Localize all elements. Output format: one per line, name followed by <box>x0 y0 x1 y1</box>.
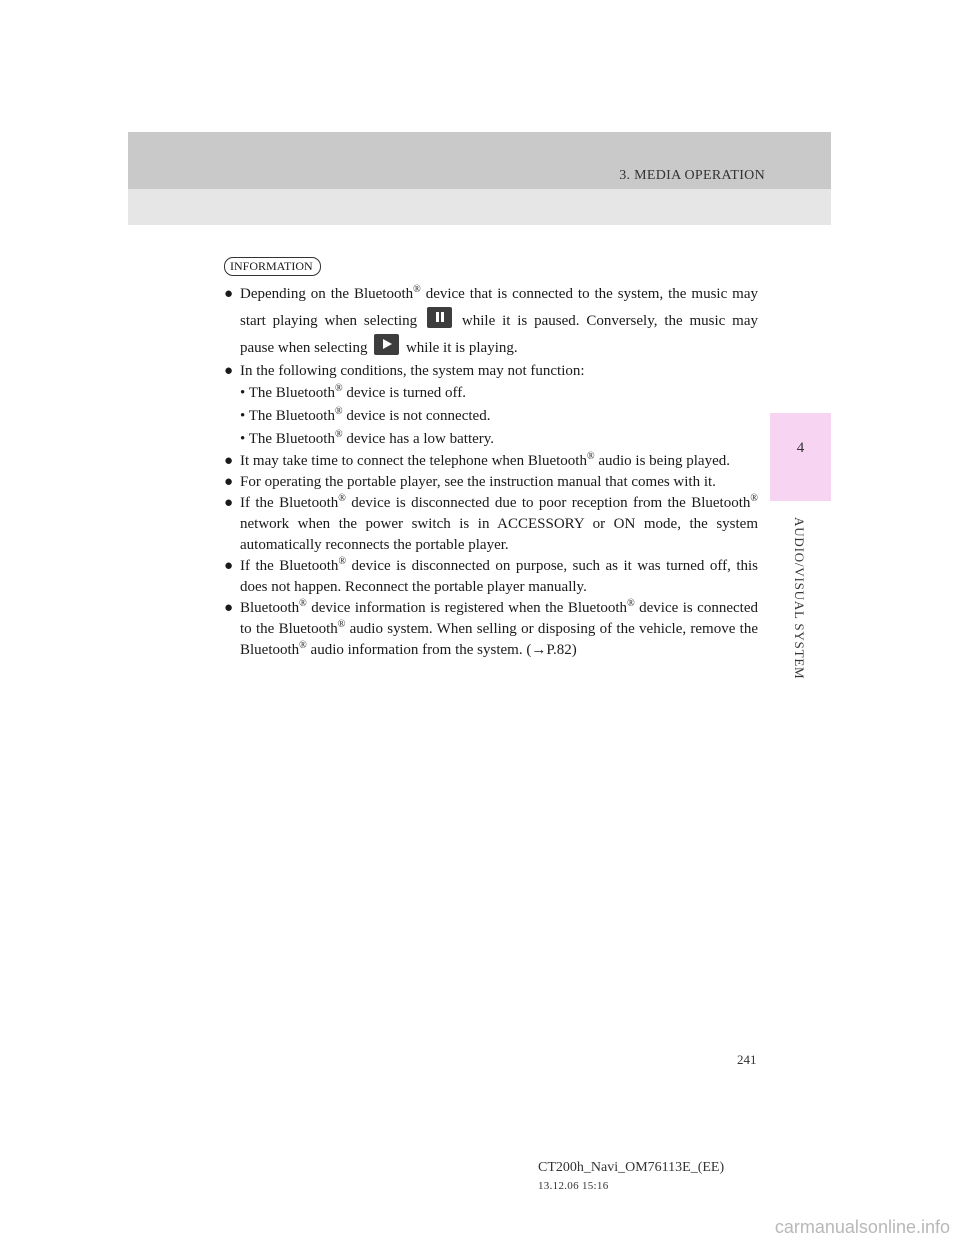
section-title: 3. MEDIA OPERATION <box>619 168 765 183</box>
information-label: INFORMATION <box>224 257 321 276</box>
sub-item: • The Bluetooth® device is turned off. <box>240 383 467 401</box>
page-number: 241 <box>737 1052 757 1067</box>
watermark: carmanualsonline.info <box>774 1217 950 1237</box>
info-item: ● Bluetooth® device information is registered when the Bluetooth® device is connected to the Bluetooth® audio system. When selling or disposing of the vehicle, remove the Bluetooth® audio information from the system. (→P.82) <box>224 598 758 658</box>
play-icon <box>374 334 399 355</box>
info-item: ● If the Bluetooth® device is disconnected on purpose, such as it was turned off, this does not happen. Reconnect the portable player manually. <box>224 556 759 595</box>
chapter-tab <box>770 413 831 501</box>
info-item: ● If the Bluetooth® device is disconnected due to poor reception from the Bluetooth® network when the power switch is in ACCESSORY or ON mode, the system automatically reconnects the portable player. <box>224 493 758 553</box>
bullet-icon: ● <box>224 474 234 490</box>
chapter-number: 4 <box>796 440 805 456</box>
sub-item: • The Bluetooth® device has a low battery. <box>240 429 495 447</box>
bullet-icon: ● <box>224 495 234 511</box>
sub-item: • The Bluetooth® device is not connected. <box>240 406 491 424</box>
bullet-icon: ● <box>224 558 234 574</box>
info-item: ● For operating the portable player, see the instruction manual that comes with it. <box>224 472 758 493</box>
info-item: ● Depending on the Bluetooth® device that is connected to the system, the music may start playing when selecting while it is paused. Conversely, the music may pause when selecting while it is playing. <box>224 281 758 361</box>
info-item: ● It may take time to connect the telephone when Bluetooth® audio is being played. <box>224 451 758 472</box>
print-timestamp: 13.12.06 15:16 <box>538 1180 609 1192</box>
bullet-icon: ● <box>224 363 234 379</box>
bullet-icon: ● <box>224 453 234 469</box>
pause-icon <box>427 307 452 328</box>
chapter-title: AUDIO/VISUAL SYSTEM <box>792 517 807 680</box>
bullet-icon: ● <box>224 286 234 302</box>
bullet-icon: ● <box>224 600 234 616</box>
document-id: CT200h_Navi_OM76113E_(EE) <box>538 1160 725 1175</box>
header-subband <box>128 189 831 225</box>
info-item: ● In the following conditions, the system may not function: <box>224 361 758 382</box>
information-box <box>224 256 758 661</box>
